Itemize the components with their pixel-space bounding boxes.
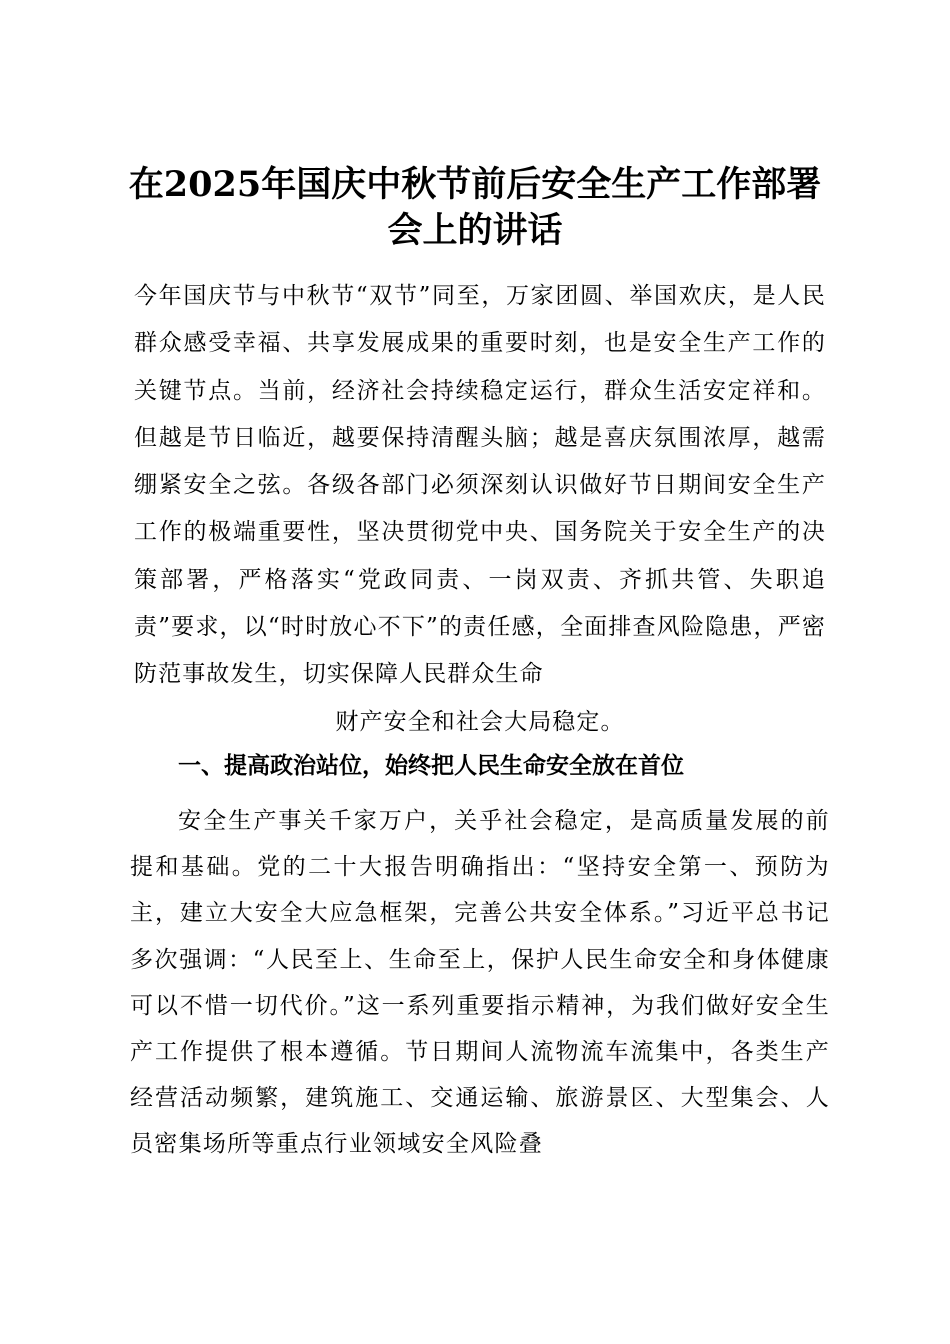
intro-last-line: 财产安全和社会大局稳定。: [335, 708, 625, 735]
intro-paragraph: [134, 273, 826, 746]
document-title: [110, 162, 840, 254]
section-heading-1: 一、提高政治站位，始终把人民生命安全放在首位: [178, 753, 684, 779]
title-line-1: 在2025年国庆中秋节前后安全生产工作部署: [128, 164, 822, 205]
intro-text: 今年国庆节与中秋节“双节”同至，万家团圆、举国欢庆，是人民群众感受幸福、共享发展成果的重要时刻，也是安全生产工作的关键节点。当前，经济社会持续稳定运行，群众生活安定祥和。但越是节日临近，越要保持清醒头脑；越是喜庆氛围浓厚，越需绷紧安全之弦。各级各部门必须深刻认识做好节日期间安全生产工作的极端重要性，坚决贯彻党中央、国务院关于安全生产的决策部署，严格落实“党政同责、一岗双责、齐抓共管、失职追责”要求，以“时时放心不下”的责任感，全面排查风险隐患，严密防范事故发生，切实保障人民群众生命: [134, 283, 826, 688]
section-1-paragraph: 安全生产事关千家万户，关乎社会稳定，是高质量发展的前提和基础。党的二十大报告明确指出：“坚持安全第一、预防为主，建立大安全大应急框架，完善公共安全体系。”习近平总书记多次强调：“人民至上、生命至上，保护人民生命安全和身体健康可以不惜一切代价。”这一系列重要指示精神，为我们做好安全生产工作提供了根本遵循。节日期间人流物流车流集中，各类生产经营活动频繁，建筑施工、交通运输、旅游景区、大型集会、人员密集场所等重点行业领域安全风险叠: [130, 808, 830, 1158]
title-line-2: 会上的讲话: [387, 210, 563, 251]
